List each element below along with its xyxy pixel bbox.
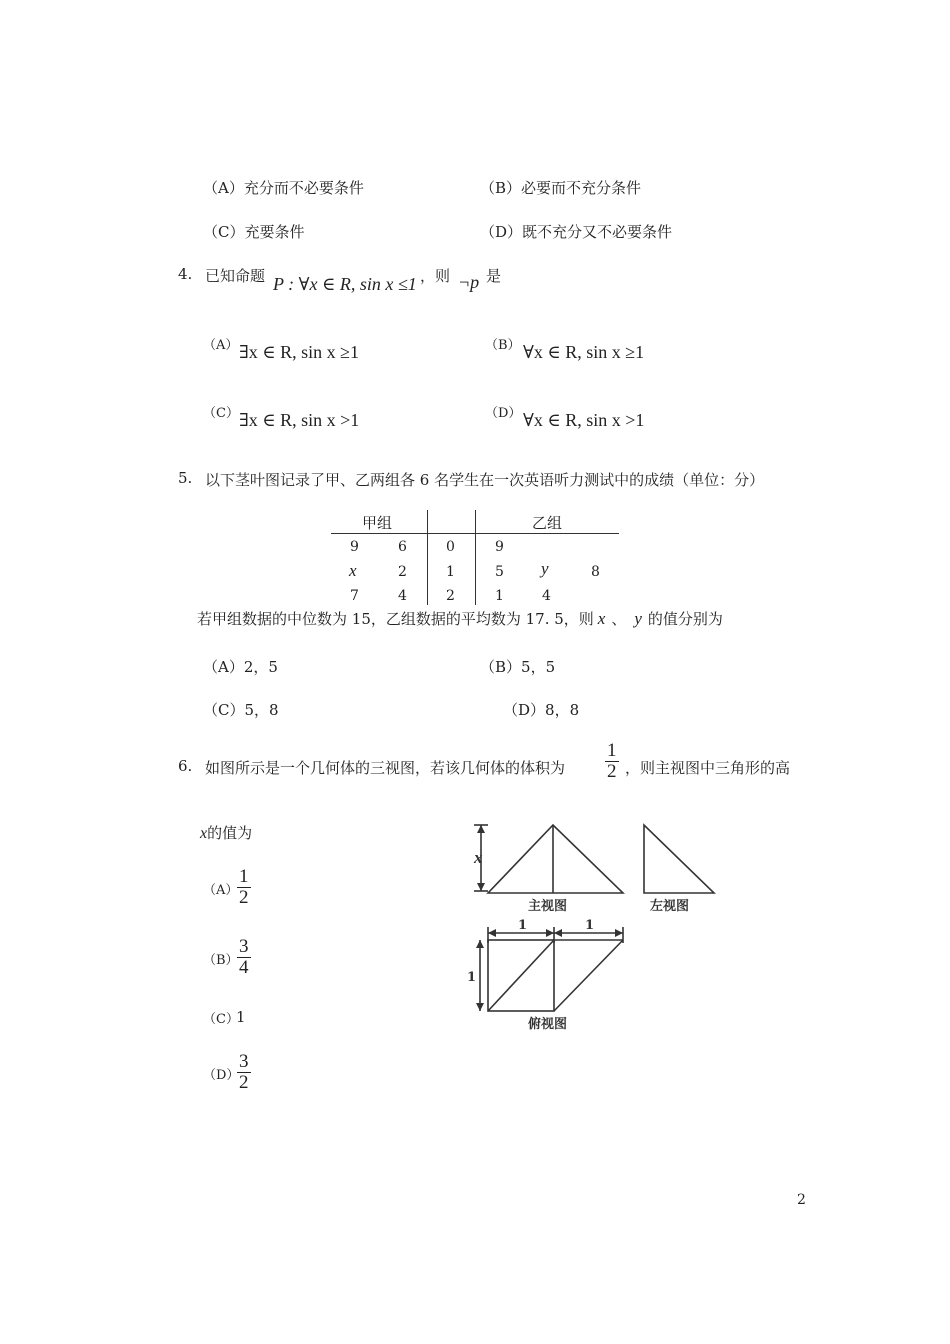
table-divider-right <box>475 510 476 605</box>
dim-top-left-label: 1 <box>518 918 528 933</box>
q5-option-b: （B）5，5 <box>480 658 556 676</box>
fraction-denominator: 2 <box>607 761 617 782</box>
q5-text: 以下茎叶图记录了甲、乙两组各 6 名学生在一次英语听力测试中的成绩（单位：分） <box>205 471 765 489</box>
q4-number: 4. <box>178 265 193 283</box>
height-label: x <box>474 848 483 867</box>
dim-side-label: 1 <box>467 970 477 985</box>
table-divider-left <box>427 510 428 605</box>
arrow-right-icon <box>615 929 623 937</box>
three-view-figure <box>460 815 730 1040</box>
fraction-numerator: 1 <box>607 740 617 761</box>
page-number: 2 <box>797 1192 806 1208</box>
arrow-right-icon <box>546 929 554 937</box>
leaf-b: 5 <box>495 564 504 580</box>
q4-lead: 已知命题 <box>205 267 266 285</box>
dim-top-right-label: 1 <box>585 918 595 933</box>
leaf-b: 4 <box>542 588 551 604</box>
side-view-label: 左视图 <box>650 899 690 914</box>
q4-then: ，则 <box>420 267 451 285</box>
arrow-up-icon <box>476 940 484 948</box>
leaf-a: 9 <box>350 539 359 555</box>
q4-option-b-expr: ∀x ∈ R, sin x ≥1 <box>523 342 645 362</box>
q6-option-d-fraction <box>237 1052 251 1093</box>
q3-option-d: （D）既不充分又不必要条件 <box>480 223 673 241</box>
q6-option-b-fraction <box>237 937 251 978</box>
q5-number: 5. <box>178 469 193 487</box>
top-view <box>488 940 623 1011</box>
q6-volume-fraction <box>605 741 619 782</box>
q6-number: 6. <box>178 757 193 775</box>
front-view <box>488 825 623 893</box>
table-header-group-b: 乙组 <box>532 514 563 532</box>
stem: 0 <box>446 539 455 555</box>
q4-option-b-tag: （B） <box>485 338 521 353</box>
q4-negation: ¬p <box>458 272 480 292</box>
front-view-label: 主视图 <box>528 899 568 914</box>
stem: 1 <box>446 564 455 580</box>
q5-option-c: （C）5，8 <box>203 701 279 719</box>
leaf-a: 2 <box>398 564 407 580</box>
q6-text-pre: 如图所示是一个几何体的三视图，若该几何体的体积为 <box>205 759 566 777</box>
q5-condition-post: 的值分别为 <box>647 610 723 628</box>
arrow-left-icon <box>554 929 562 937</box>
q5-var-y: y <box>634 609 642 628</box>
fraction-denominator: 4 <box>239 957 249 978</box>
q4-option-c-expr: ∃x ∈ R, sin x >1 <box>239 410 360 430</box>
leaf-b: 8 <box>591 564 600 580</box>
arrow-down-icon <box>476 1003 484 1011</box>
table-header-group-a: 甲组 <box>362 514 393 532</box>
leaf-b: 9 <box>495 539 504 555</box>
q3-option-c: （C）充要条件 <box>203 223 305 241</box>
q6-option-a-fraction <box>237 867 251 908</box>
arrow-left-icon <box>488 929 496 937</box>
q6-option-b-tag: （B） <box>203 953 239 968</box>
fraction-denominator: 2 <box>239 887 249 908</box>
q6-line2 <box>200 822 252 843</box>
fraction-numerator: 3 <box>239 1051 249 1072</box>
q6-line2-text: 的值为 <box>207 824 253 842</box>
leaf-a: 7 <box>350 588 359 604</box>
q5-condition-pre: 若甲组数据的中位数为 15，乙组数据的平均数为 17. 5，则 <box>197 610 594 628</box>
leaf-a: 6 <box>398 539 407 555</box>
q4-tail: 是 <box>486 267 502 285</box>
q4-option-a-expr: ∃x ∈ R, sin x ≥1 <box>239 342 359 362</box>
q6-option-d-tag: （D） <box>203 1068 240 1083</box>
q3-option-b: （B）必要而不充分条件 <box>480 179 642 197</box>
fraction-numerator: 3 <box>239 936 249 957</box>
leaf-b-var: y <box>541 559 549 578</box>
q6-var-x: x <box>200 825 208 842</box>
side-view <box>644 825 714 893</box>
top-view-label: 俯视图 <box>528 1017 568 1032</box>
q5-var-x: x <box>597 609 606 628</box>
q5-separator: 、 <box>611 610 627 628</box>
q6-option-c-value: 1 <box>236 1008 246 1026</box>
q4-option-c-tag: （C） <box>203 406 239 421</box>
q6-option-a-tag: （A） <box>203 883 239 898</box>
q5-option-d: （D）8，8 <box>503 701 580 719</box>
fraction-numerator: 1 <box>239 866 249 887</box>
fraction-denominator: 2 <box>239 1072 249 1093</box>
q5-condition <box>197 608 723 629</box>
q4-option-d-expr: ∀x ∈ R, sin x >1 <box>523 410 645 430</box>
leaf-b: 1 <box>495 588 504 604</box>
q6-text-post: ，则主视图中三角形的高 <box>625 759 791 777</box>
q3-option-a: （A）充分而不必要条件 <box>203 179 364 197</box>
q4-option-a-tag: （A） <box>203 338 239 353</box>
arrow-down-icon <box>477 883 485 891</box>
q5-option-a: （A）2，5 <box>203 658 278 676</box>
q4-proposition: P : ∀x ∈ R, sin x ≤1 <box>273 274 417 294</box>
stem: 2 <box>446 588 455 604</box>
arrow-up-icon <box>477 825 485 833</box>
leaf-a: 4 <box>398 588 407 604</box>
q4-option-d-tag: （D） <box>485 406 522 421</box>
q6-option-c-tag: （C） <box>203 1012 239 1027</box>
leaf-a-var: x <box>349 561 357 580</box>
